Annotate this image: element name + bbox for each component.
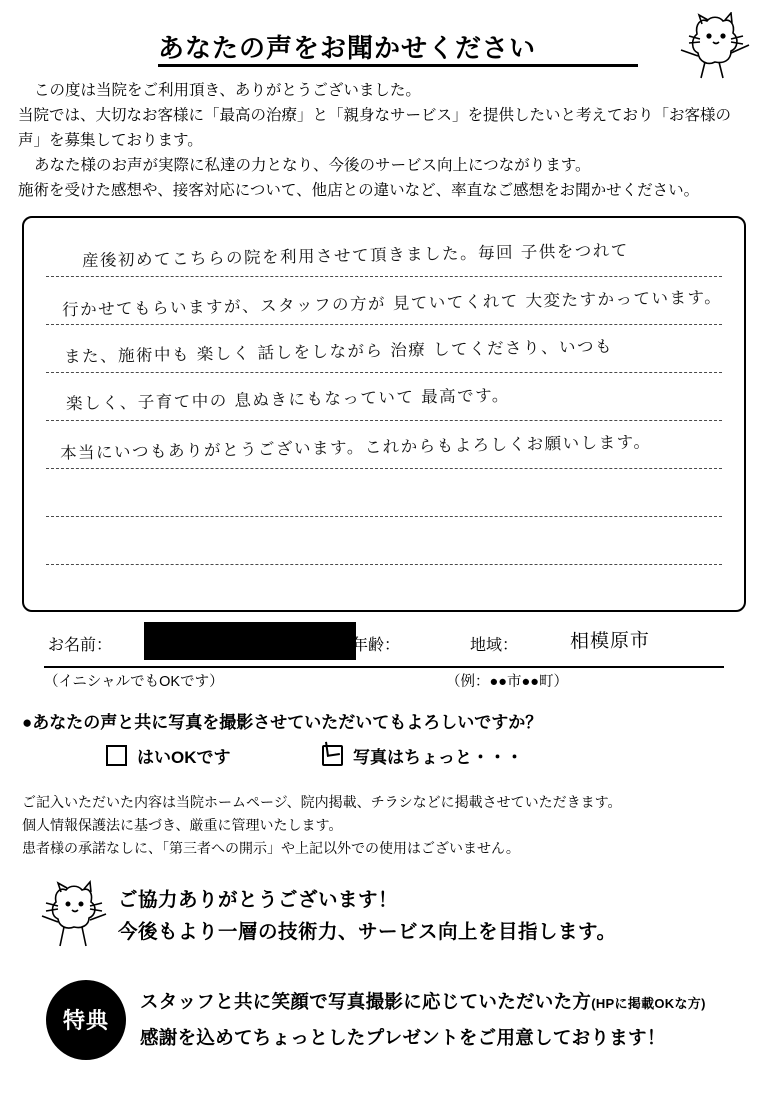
info-notes-row: [22, 670, 746, 694]
respondent-info-row: [22, 622, 746, 666]
rule-line: [46, 324, 722, 325]
intro-line-4: 施術を受けた感想や、接客対応について、他店との違いなど、率直なご感想をお聞かせください。: [18, 182, 700, 200]
intro-line-1: この度は当院をご利用頂き、ありがとうございました。: [34, 82, 421, 99]
intro-text: [18, 78, 750, 204]
title-underline: [158, 64, 638, 67]
bonus-block: [22, 974, 746, 1066]
privacy-line-2: 個人情報保護法に基づき、厳重に管理いたします。: [22, 816, 343, 833]
page-header: [0, 12, 768, 74]
photo-permission-options: [22, 743, 746, 773]
handwritten-line: 本当にいつもありがとうございます。これからもよろしくお願いします。: [59, 431, 652, 463]
option-no[interactable]: [322, 743, 523, 768]
region-value: 相模原市: [569, 628, 651, 653]
rule-line: [46, 420, 722, 421]
age-label: 年齢：: [352, 636, 401, 654]
name-note: （イニシャルでもOKです）: [44, 673, 224, 690]
handwritten-line: 産後初めてこちらの院を利用させて頂きました。毎回 子供をつれて: [81, 240, 629, 270]
bonus-line-1-small: (HPに掲載OKな方): [591, 995, 706, 1011]
thanks-block: [22, 878, 746, 952]
privacy-line-3: 患者様の承諾なしに、「第三者への開示」や上記以外での使用はございません。: [22, 839, 520, 856]
cat-mascot-icon: [34, 878, 112, 950]
comment-box[interactable]: [22, 216, 746, 612]
handwritten-line: 行かせてもらいますが、スタッフの方が 見ていてくれて 大変たすかっています。: [61, 287, 723, 319]
feedback-form-page: [0, 12, 768, 1110]
bonus-line-1-main: スタッフと共に笑顔で写真撮影に応じていただいた方: [140, 990, 592, 1012]
region-label: 地域：: [470, 636, 519, 654]
bonus-badge: 特典: [46, 980, 126, 1060]
intro-line-3: あなた様のお声が実際に私達の力となり、今後のサービス向上につながります。: [34, 157, 591, 175]
name-label: お名前：: [48, 636, 113, 654]
rule-line: [46, 516, 722, 517]
rule-line: [46, 372, 722, 373]
handwritten-line: また、施術中も 楽しく 話しをしながら 治療 してくださり、いつも: [63, 336, 614, 366]
page-title: あなたの声をお聞かせください: [158, 33, 537, 63]
checkbox-no-checked-icon[interactable]: [322, 745, 343, 766]
rule-line: [46, 468, 722, 469]
rule-line: [46, 276, 722, 277]
option-yes[interactable]: [106, 743, 231, 768]
photo-permission-question: ●あなたの声と共に写真を撮影させていただいてもよろしいですか？: [22, 712, 543, 732]
region-note: （例：●●市●●町）: [446, 673, 569, 690]
handwritten-line: 楽しく、子育て中の 息ぬきにもなっていて 最高です。: [65, 385, 511, 413]
option-yes-label: はいOKです: [137, 747, 231, 767]
thanks-line-2: 今後もより一層の技術力、サービス向上を目指します。: [118, 920, 617, 943]
cat-mascot-icon: [645, 12, 755, 82]
option-no-label: 写真はちょっと・・・: [353, 747, 523, 767]
bonus-line-1: [140, 988, 706, 1014]
checkbox-yes-icon[interactable]: [106, 745, 127, 766]
privacy-notice: [22, 791, 746, 860]
privacy-line-1: ご記入いただいた内容は当院ホームページ、院内掲載、チラシなどに掲載させていただきます。: [22, 793, 622, 810]
name-redaction-block: [144, 622, 356, 660]
bonus-line-2: 感謝を込めてちょっとしたプレゼントをご用意しております！: [140, 1026, 666, 1048]
intro-line-2: 当院では、大切なお客様に「最高の治療」と「親身なサービス」を提供したいと考えており「お客様の声」を募集しております。: [18, 107, 732, 150]
thanks-line-1: ご協力ありがとうございます！: [118, 888, 399, 911]
rule-line: [46, 564, 722, 565]
info-divider: [44, 666, 724, 668]
